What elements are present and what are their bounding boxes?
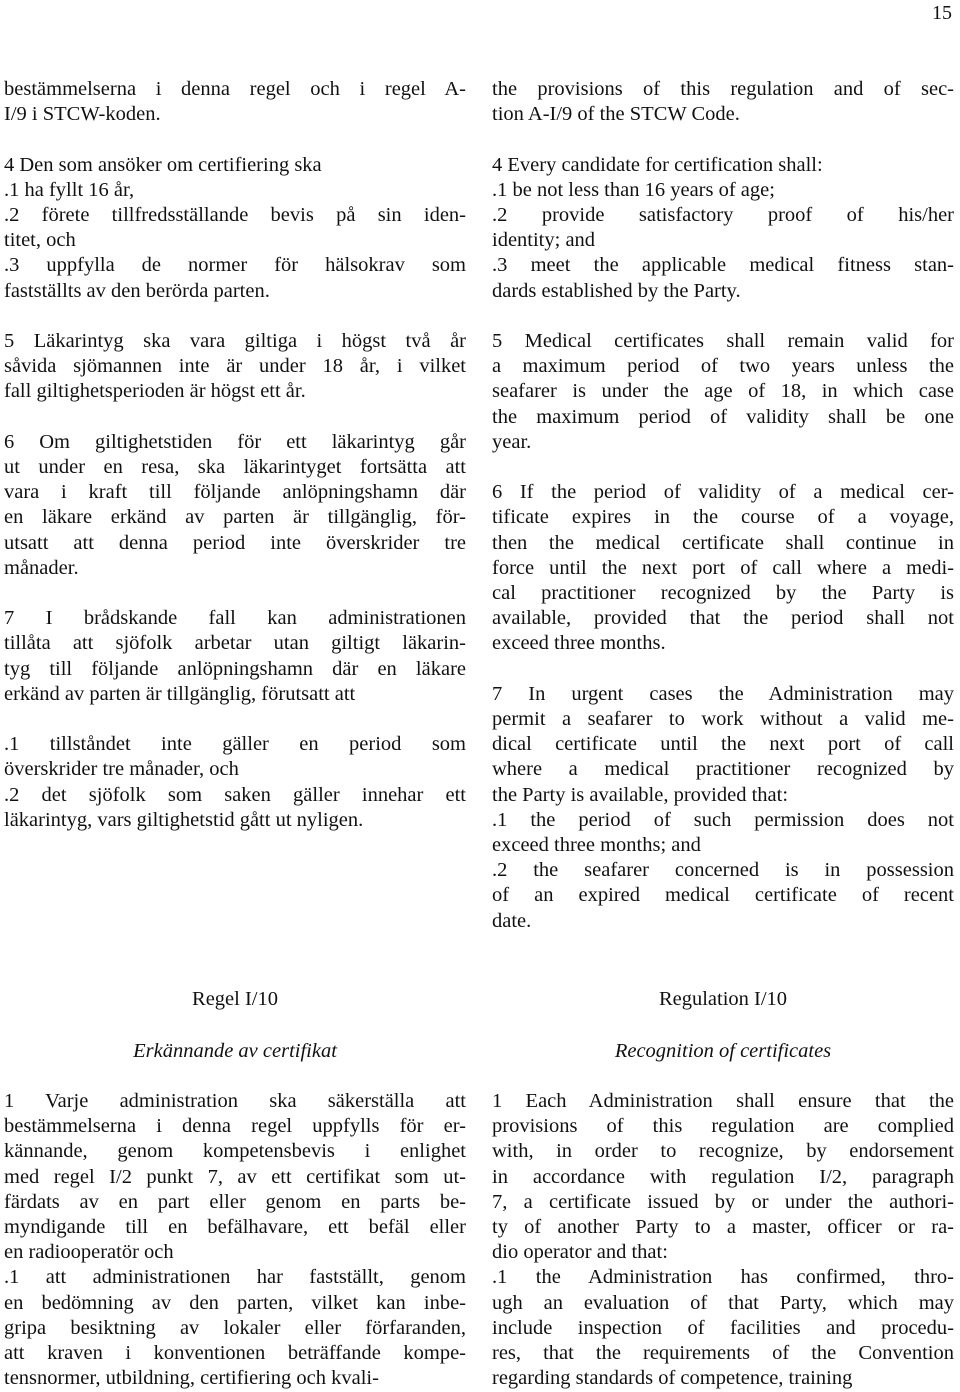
paragraph-gap <box>4 127 466 152</box>
text-line: .1 the period of such permission does not <box>492 808 954 831</box>
text-line: .2 det sjöfolk som saken gäller innehar ett <box>4 783 466 806</box>
paragraph <box>492 77 954 127</box>
text-line: year. <box>492 430 532 453</box>
left-top-text <box>4 77 466 833</box>
text-line: seafarer is under the age of 18, in which case <box>492 380 954 403</box>
text-line: .1 att administrationen har fastställt, genom <box>4 1266 466 1289</box>
text-line: tificate expires in the course of a voyage, <box>492 506 954 529</box>
text-line: tensnormer, utbildning, certifiering och kvali- <box>4 1367 379 1390</box>
left-bottom-text <box>4 1089 466 1391</box>
text-line: .3 uppfylla de normer för hälsokrav som <box>4 254 466 277</box>
text-line: cal practitioner recognized by the Party is <box>492 582 954 605</box>
text-line: where a medical practitioner recognized by <box>492 758 954 781</box>
text-line: .2 the seafarer concerned is in possession <box>492 859 954 882</box>
paragraph-gap <box>492 127 954 152</box>
text-line: fall giltighetsperioden är högst ett år. <box>4 380 306 403</box>
paragraph <box>492 480 954 656</box>
text-line: med regel I/2 punkt 7, av ett certifikat som ut- <box>4 1165 466 1188</box>
paragraph <box>4 606 466 707</box>
text-line: dards established by the Party. <box>492 279 741 302</box>
paragraph <box>4 732 466 833</box>
page-number: 15 <box>932 2 952 24</box>
text-line: I/9 i STCW-koden. <box>4 103 161 126</box>
text-line: of an expired medical certificate of recent <box>492 884 954 907</box>
text-line: 7 In urgent cases the Administration may <box>492 682 954 705</box>
text-line: regarding standards of competence, training <box>492 1367 853 1390</box>
paragraph <box>492 329 954 455</box>
text-line: 1 Varje administration ska säkerställa att <box>4 1090 466 1112</box>
text-line: dio operator and that: <box>492 1241 668 1264</box>
text-line: såvida sjömannen inte är under 18 år, i vilket <box>4 355 466 378</box>
text-line: tion A-I/9 of the STCW Code. <box>492 103 740 126</box>
text-line: in accordance with regulation I/2, paragraph <box>492 1165 954 1188</box>
text-line: date. <box>492 909 532 932</box>
text-line: 4 Every candidate for certification shall: <box>492 153 823 176</box>
text-line: vara i kraft till följande anlöpningshamn där <box>4 481 466 504</box>
paragraph-gap <box>492 455 954 480</box>
text-line: läkarintyg, vars giltighetstid gått ut nyligen. <box>4 808 364 831</box>
paragraph <box>4 1089 466 1391</box>
text-line: include inspection of facilities and procedu- <box>492 1316 954 1339</box>
text-line: 5 Medical certificates shall remain valid for <box>492 330 954 352</box>
paragraph-gap <box>4 405 466 430</box>
text-line: 5 Läkarintyg ska vara giltiga i högst två år <box>4 330 466 352</box>
text-line: 1 Each Administration shall ensure that the <box>492 1090 954 1112</box>
text-line: en läkare erkänd av parten är tillgänglig, för- <box>4 506 466 529</box>
text-line: att kraven i konventionen beträffande kompe- <box>4 1342 466 1365</box>
text-line: .1 tillståndet inte gäller en period som <box>4 733 466 756</box>
text-line: exceed three months. <box>492 632 666 655</box>
text-line: bestämmelserna i denna regel och i regel A- <box>4 78 466 100</box>
text-line: available, provided that the period shall not <box>492 607 954 630</box>
text-line: .2 provide satisfactory proof of his/her <box>492 204 954 226</box>
text-line: then the medical certificate shall continue in <box>492 531 954 554</box>
text-line: erkänd av parten är tillgänglig, förutsatt att <box>4 682 356 705</box>
paragraph <box>4 77 466 127</box>
text-line: identity; and <box>492 229 596 252</box>
text-line: .1 ha fyllt 16 år, <box>4 178 135 201</box>
paragraph-gap <box>4 707 466 732</box>
text-line: myndigande till en befälhavare, ett befäl eller <box>4 1216 466 1239</box>
paragraph-gap <box>492 657 954 682</box>
right-regulation-title: Regulation I/10 <box>658 988 788 1010</box>
text-line: force until the next port of call where a medi- <box>492 556 954 579</box>
text-line: .2 förete tillfredsställande bevis på sin iden- <box>4 204 466 226</box>
text-line: titet, och <box>4 229 76 252</box>
text-line: provisions of this regulation are complied <box>492 1115 954 1138</box>
paragraph <box>4 329 466 405</box>
text-line: kännande, genom kompetensbevis i enlighet <box>4 1140 466 1163</box>
text-line: res, that the requirements of the Convention <box>492 1342 954 1365</box>
text-line: exceed three months; and <box>492 834 701 857</box>
text-line: 6 Om giltighetstiden för ett läkarintyg går <box>4 430 466 453</box>
paragraph <box>4 153 466 304</box>
text-line: ty of another Party to a master, officer or ra- <box>492 1216 954 1239</box>
text-line: fastställts av den berörda parten. <box>4 279 270 302</box>
text-line: överskrider tre månader, och <box>4 758 239 781</box>
text-line: gripa besiktning av lokaler eller förfaranden, <box>4 1316 466 1339</box>
text-line: .1 the Administration has confirmed, thro- <box>492 1266 954 1289</box>
text-line: .1 be not less than 16 years of age; <box>492 178 775 201</box>
text-line: the Party is available, provided that: <box>492 783 789 806</box>
text-line: the maximum period of validity shall be one <box>492 405 954 428</box>
text-line: 7 I brådskande fall kan administrationen <box>4 607 466 630</box>
left-regulation-subtitle: Erkännande av certifikat <box>133 1040 337 1062</box>
paragraph <box>492 153 954 304</box>
text-line: 7, a certificate issued by or under the authori- <box>492 1190 954 1213</box>
text-line: ugh an evaluation of that Party, which may <box>492 1291 954 1314</box>
text-line: a maximum period of two years unless the <box>492 355 954 378</box>
text-line: bestämmelserna i denna regel uppfylls för er- <box>4 1115 466 1138</box>
text-line: färdats av en part eller genom en parts be- <box>4 1190 466 1213</box>
text-line: permit a seafarer to work without a valid me- <box>492 708 954 731</box>
paragraph <box>492 682 954 934</box>
text-line: en bedömning av den parten, vilket kan inbe- <box>4 1291 466 1314</box>
text-line: .3 meet the applicable medical fitness stan- <box>492 254 954 277</box>
text-line: tyg till följande anlöpningshamn där en läkare <box>4 657 466 680</box>
text-line: 4 Den som ansöker om certifiering ska <box>4 153 322 176</box>
paragraph-gap <box>4 581 466 606</box>
text-line: månader. <box>4 556 79 579</box>
right-bottom-text <box>492 1089 954 1391</box>
left-regulation-title: Regel I/10 <box>192 988 278 1010</box>
text-line: utsatt att denna period inte överskrider tre <box>4 531 466 554</box>
text-line: dical certificate until the next port of call <box>492 733 954 756</box>
text-line: en radiooperatör och <box>4 1241 174 1264</box>
paragraph-gap <box>4 304 466 329</box>
paragraph-gap <box>492 304 954 329</box>
paragraph <box>492 1089 954 1391</box>
text-line: 6 If the period of validity of a medical cer- <box>492 481 954 504</box>
text-line: with, in order to recognize, by endorsement <box>492 1140 954 1163</box>
text-line: ut under en resa, ska läkarintyget fortsätta att <box>4 456 466 478</box>
text-line: tillåta att sjöfolk arbetar utan giltigt läkarin- <box>4 632 466 655</box>
paragraph <box>4 430 466 581</box>
right-regulation-subtitle: Recognition of certificates <box>614 1040 832 1062</box>
right-top-text <box>492 77 954 934</box>
text-line: the provisions of this regulation and of sec- <box>492 78 954 100</box>
